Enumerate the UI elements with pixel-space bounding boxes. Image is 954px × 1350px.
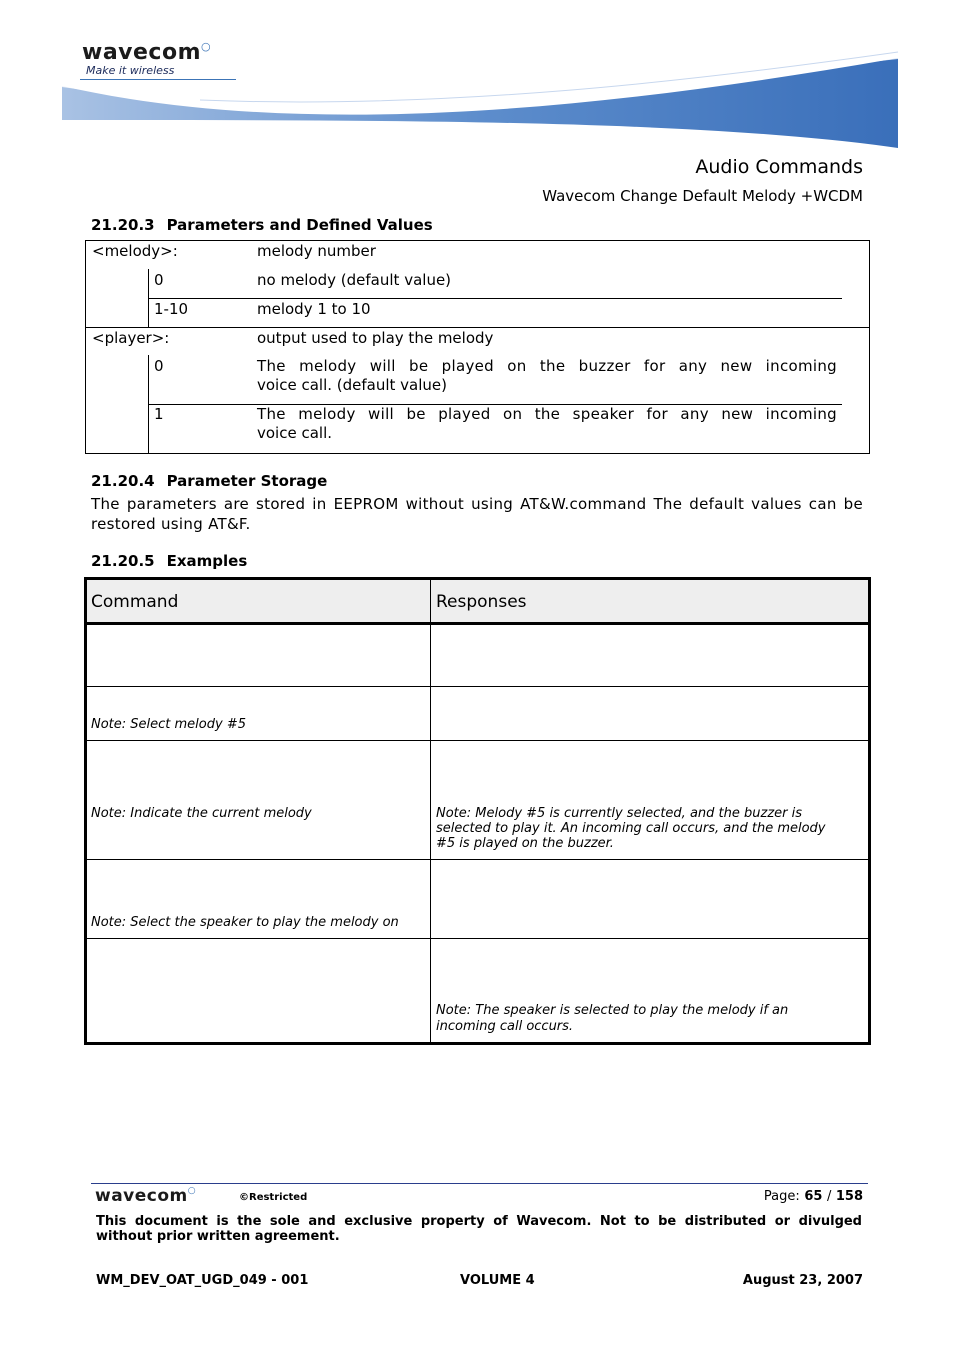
param-value: 0: [154, 357, 164, 375]
section-title: Parameters and Defined Values: [166, 216, 433, 234]
param-block-divider: [86, 327, 869, 328]
param-value-desc: voice call.: [257, 424, 333, 442]
footer-restricted: ©Restricted: [239, 1192, 308, 1203]
param-desc-player: output used to play the melody: [257, 329, 494, 347]
footer-legal-notice: This document is the sole and exclusive property of Wavecom. Not to be distributed or divulged without prior written agreement.: [96, 1214, 862, 1244]
footer-logo-text: wavecom: [95, 1186, 188, 1206]
column-header-responses: Responses: [436, 592, 527, 612]
footer-page-number: [764, 1189, 863, 1204]
response-note: #5 is played on the buzzer.: [436, 836, 614, 851]
response-note: Note: The speaker is selected to play the melody if an: [436, 1003, 789, 1018]
param-value-desc: The melody will be played on the speaker for any new incoming: [257, 405, 837, 423]
column-header-command: Command: [91, 592, 179, 612]
param-name-melody: <melody>:: [92, 242, 178, 260]
param-name-player: <player>:: [92, 329, 170, 347]
command-note: Note: Indicate the current melody: [91, 806, 312, 821]
section-number: 21.20.4: [91, 472, 155, 490]
param-value: 1-10: [154, 300, 189, 318]
section-number: 21.20.3: [91, 216, 155, 234]
section-title: Examples: [166, 552, 248, 570]
page-header-title: Audio Commands: [695, 156, 863, 178]
footer-document-id: WM_DEV_OAT_UGD_049 - 001: [96, 1273, 309, 1288]
table-row-divider: [87, 740, 868, 741]
param-value-desc: The melody will be played on the buzzer for any new incoming: [257, 357, 837, 375]
header-swoosh-graphic: [0, 50, 954, 160]
page-header-subtitle: Wavecom Change Default Melody +WCDM: [542, 187, 863, 205]
column-divider: [430, 580, 431, 1042]
command-note: Note: Select the speaker to play the melody on: [91, 915, 399, 930]
table-row-divider: [87, 938, 868, 939]
page-separator: /: [826, 1189, 832, 1204]
param-value-desc: no melody (default value): [257, 271, 452, 289]
page-total: 158: [835, 1189, 863, 1204]
table-row-divider: [87, 859, 868, 860]
param-value: 0: [154, 271, 164, 289]
table-row-divider: [87, 686, 868, 687]
response-note: selected to play it. An incoming call occurs, and the melody: [436, 821, 826, 836]
logo-text: wavecom: [82, 40, 202, 65]
logo-tagline: Make it wireless: [86, 64, 175, 77]
logo-mark-icon: ○: [201, 40, 212, 53]
footer-volume: VOLUME 4: [460, 1273, 535, 1288]
response-note: incoming call occurs.: [436, 1019, 574, 1034]
logo-mark-icon: ○: [187, 1186, 197, 1196]
storage-paragraph: The parameters are stored in EEPROM without using AT&W.command The default values can be restored using AT&F.: [91, 495, 863, 533]
section-heading-storage: [91, 472, 327, 490]
response-note: Note: Melody #5 is currently selected, and the buzzer is: [436, 806, 802, 821]
footer-date: August 23, 2007: [742, 1273, 863, 1288]
page-label: Page:: [763, 1189, 800, 1204]
command-note: Note: Select melody #5: [91, 717, 246, 732]
section-heading-params: [91, 216, 433, 234]
section-heading-examples: [91, 552, 247, 570]
param-value-desc: voice call. (default value): [257, 376, 447, 394]
param-row-divider: [148, 298, 842, 299]
param-value-desc: melody 1 to 10: [257, 300, 371, 318]
parameter-table: [85, 240, 870, 454]
footer-rule: [91, 1183, 868, 1184]
page-current: 65: [804, 1189, 823, 1204]
footer-logo: [95, 1186, 196, 1206]
param-value: 1: [154, 405, 164, 423]
examples-table-header: [87, 580, 868, 625]
examples-table: [84, 577, 871, 1045]
section-number: 21.20.5: [91, 552, 155, 570]
param-desc-melody: melody number: [257, 242, 376, 260]
section-title: Parameter Storage: [166, 472, 328, 490]
